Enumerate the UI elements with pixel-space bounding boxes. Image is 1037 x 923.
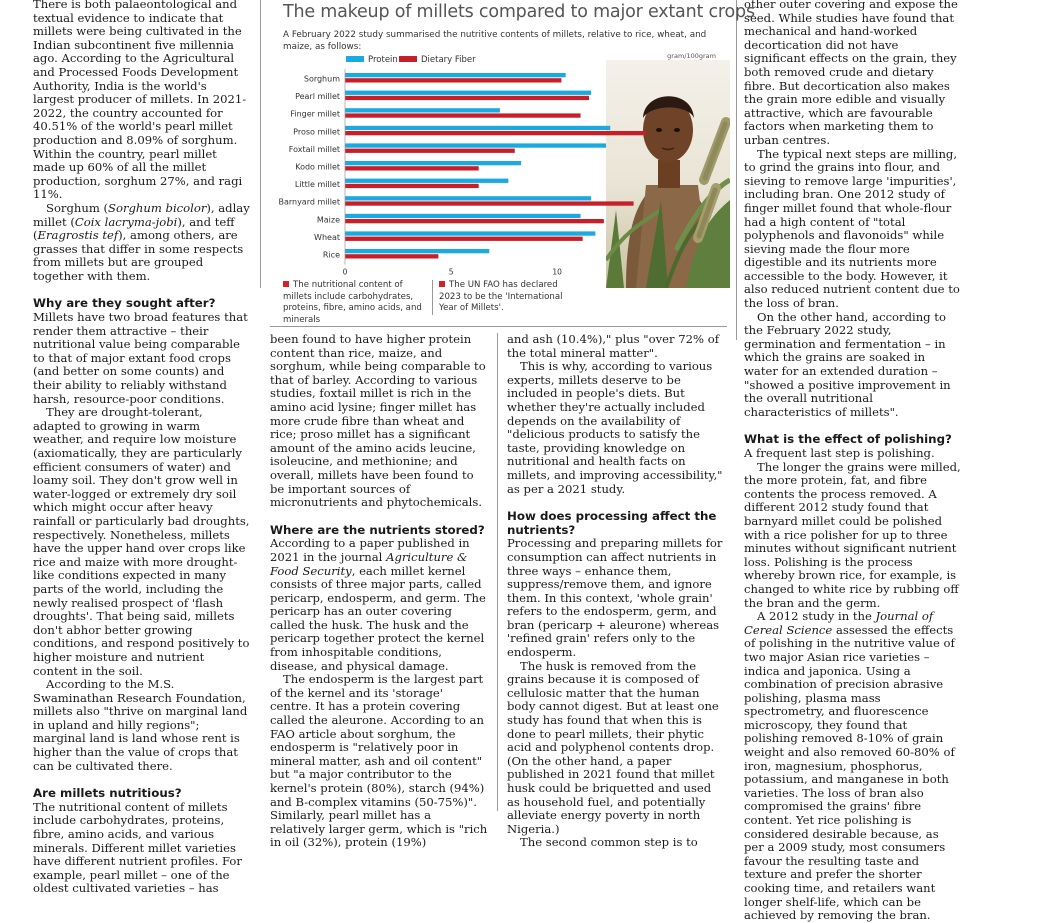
bar-protein bbox=[345, 73, 566, 77]
bar-protein bbox=[345, 91, 591, 95]
column-divider bbox=[260, 0, 261, 288]
bar-fiber bbox=[345, 166, 479, 170]
chart-caption-1 bbox=[283, 280, 433, 326]
paragraph: According to the M.S. Swaminathan Research Foundation, millets also "thrive on marginal land in upland and hilly regions"; marginal land is land whose rent is higher than the value of crops that can be cultivated there. bbox=[33, 677, 248, 773]
article-column-3 bbox=[507, 333, 725, 850]
chart-divider bbox=[270, 326, 727, 327]
category-label: Barnyard millet bbox=[278, 197, 340, 207]
nutrient-bar-chart bbox=[276, 50, 726, 275]
article-column-4 bbox=[744, 0, 962, 923]
section-heading: Why are they sought after? bbox=[33, 296, 216, 311]
bar-fiber bbox=[345, 237, 583, 241]
bar-fiber bbox=[345, 96, 589, 100]
text-run: According to a paper published in 2021 in the journal bbox=[270, 536, 470, 564]
caption-bullet bbox=[283, 281, 289, 287]
text-run: ), and teff ( bbox=[33, 214, 235, 243]
bar-fiber bbox=[345, 219, 604, 223]
paragraph: The husk is removed from the grains because it is composed of cellulosic matter that the human body cannot digest. But at least one study has found that when this is done to pearl millets, their phytic acid and polyphenol contents drop. (On the other hand, a paper published in 2021 found that millet husk could be briquetted and used as household fuel, and potentially alleviate energy poverty in north Nigeria.) bbox=[507, 658, 719, 836]
paragraph bbox=[744, 610, 962, 923]
column-divider bbox=[736, 0, 737, 340]
column-divider bbox=[497, 333, 498, 811]
text-run: assessed the effects of polishing in the nutritive value of two major Asian rice varieties – indica and japonica. Using a combination of precision abrasive polishing, plasma mass spectrometry, and fluorescence microscopy, they found that polishing removed 8-10% of grain weight and also removed 60-80% of iron, magnesium, phosphorus, potassium, and manganese in both varieties. The loss of bran also compromised the grains' fibre content. Yet rice polishing is considered desirable because, as per a 2009 study, most consumers favour the resulting taste and texture and prefer the shorter cooking time, and retailers want longer shelf-life, which can be achieved by removing the bran. bbox=[744, 622, 955, 923]
bar-fiber bbox=[345, 78, 561, 82]
paragraph: and ash (10.4%)," plus "over 72% of the total mineral matter". bbox=[507, 332, 719, 360]
bar-fiber bbox=[345, 149, 515, 153]
bar-protein bbox=[345, 249, 489, 253]
paragraph: other outer covering and expose the seed. While studies have found that mechanical and hand-worked decortication did not have significant effects on the grain, they both removed crude and dietary fibre. But decortication also makes the grain more edible and visually attractive, which are favourable factors when marketing them to urban centres. bbox=[744, 0, 958, 147]
bar-protein bbox=[345, 196, 591, 200]
legend-swatch-protein bbox=[346, 56, 364, 62]
category-label: Finger millet bbox=[290, 109, 340, 119]
bar-protein bbox=[345, 214, 581, 218]
bar-protein bbox=[345, 161, 521, 165]
category-label: Sorghum bbox=[303, 74, 340, 84]
italic-term: Sorghum bicolor bbox=[108, 200, 207, 215]
text-run: ), among others, are grasses that differ in some respects from millets but are grouped together with them. bbox=[33, 228, 244, 283]
paragraph bbox=[270, 537, 488, 673]
italic-term: Agriculture & Food Security bbox=[270, 549, 468, 578]
paragraph: The second common step is to bbox=[520, 835, 698, 850]
paragraph: On the other hand, according to the February 2022 study, germination and fermentation – in which the grains are soaked in water for an extended duration – "showed a positive improvement in the overall nutritional characteristics of millets". bbox=[744, 309, 951, 419]
category-label: Little millet bbox=[294, 180, 340, 190]
chart-caption-2 bbox=[432, 280, 579, 315]
bar-protein bbox=[345, 108, 500, 112]
category-label: Rice bbox=[322, 250, 340, 260]
bar-protein bbox=[345, 231, 595, 235]
bar-fiber bbox=[345, 201, 634, 205]
paragraph: Processing and preparing millets for consumption can affect nutrients in three ways – enhance them, suppress/remove them, and ignore them. In this context, 'whole grain' refers to the endosperm, germ, and bran (pericarp + aleurone) whereas 'refined grain' refers only to the endosperm. bbox=[507, 536, 723, 660]
unit-label: gram/100gram bbox=[667, 52, 716, 60]
bar-fiber bbox=[345, 131, 646, 135]
bar-fiber bbox=[345, 184, 479, 188]
text-run: Sorghum ( bbox=[46, 200, 109, 215]
bar-fiber bbox=[345, 113, 581, 117]
section-heading: What is the effect of polishing? bbox=[744, 432, 952, 447]
caption-bullet bbox=[439, 281, 445, 287]
legend-label-protein: Protein bbox=[368, 55, 398, 65]
category-label: Foxtail millet bbox=[288, 144, 340, 154]
category-label: Proso millet bbox=[293, 127, 340, 137]
paragraph: There is both palaeontological and textual evidence to indicate that millets were being cultivated in the Indian subcontinent five millennia ago. According to the Agricultural and Processed Foods Development Authority, India is the world's largest producer of millets. In 2021-2022, the country accounted for 40.51% of the world's pearl millet production and 8.09% of sorghum. Within the country, pearl millet made up 60% of all the millet production, sorghum 27%, and ragi 11%. bbox=[33, 0, 247, 202]
paragraph bbox=[33, 202, 251, 284]
x-tick-label: 0 bbox=[342, 267, 348, 275]
bar-fiber bbox=[345, 254, 438, 258]
article-column-2 bbox=[270, 333, 488, 850]
article-column-1 bbox=[33, 0, 251, 896]
chart-subtitle: A February 2022 study summarised the nutritive contents of millets, relative to rice, wheat, and maize, as follows: bbox=[283, 30, 707, 52]
italic-term: Coix lacryma-jobi bbox=[74, 214, 178, 229]
category-label: Pearl millet bbox=[295, 92, 340, 102]
category-label: Kodo millet bbox=[295, 162, 340, 172]
bar-protein bbox=[345, 179, 508, 183]
chart-title: The makeup of millets compared to major extant crops bbox=[283, 2, 755, 22]
italic-term: Eragrostis tef bbox=[37, 228, 119, 243]
paragraph: been found to have higher protein content than rice, maize, and sorghum, while being comparable to that of barley. According to various studies, foxtail millet is rich in the amino acid lysine; finger millet has more crude fibre than wheat and rice; proso millet has a significant amount of the amino acids leucine, isoleucine, and methionine; and overall, millets have been found to be important sources of micronutrients and phytochemicals. bbox=[270, 332, 486, 510]
legend-swatch-fiber bbox=[399, 56, 417, 62]
caption-2-text: The UN FAO has declared 2023 to be the 'International Year of Millets'. bbox=[439, 280, 563, 313]
italic-term: Journal of Cereal Science bbox=[744, 609, 934, 637]
category-label: Wheat bbox=[314, 232, 340, 242]
section-heading: Are millets nutritious? bbox=[33, 786, 182, 801]
text-run: A 2012 study in the bbox=[757, 609, 876, 624]
paragraph: This is why, according to various experts, millets deserve to be included in people's diets. But whether they're actually included depends on the availability of "delicious products to satisfy the taste, providing knowledge on nutritional and health facts on millets, and improving accessibility," as per a 2021 study. bbox=[507, 359, 723, 496]
text-run: ), adlay millet ( bbox=[33, 200, 250, 229]
category-label: Maize bbox=[316, 215, 340, 225]
legend-label-fiber: Dietary Fiber bbox=[421, 55, 476, 65]
paragraph: The longer the grains were milled, the more protein, fat, and fibre contents the process removed. A different 2012 study found that barnyard millet could be polished with a rice polisher for up to three minutes without significant nutrient loss. Polishing is the process whereby brown rice, for example, is changed to white rice by rubbing off the bran and the germ. bbox=[744, 459, 961, 610]
paragraph: The typical next steps are milling, to grind the grains into flour, and sieving to remove large 'impurities', including bran. One 2012 study of finger millet found that whole-flour had a high content of "total polyphenols and flavonoids" while sieving made the flour more digestible and its nutrients more accessible to the body. However, it also reduced nutrient content due to the loss of bran. bbox=[744, 146, 960, 311]
bar-protein bbox=[345, 143, 606, 147]
x-tick-label: 5 bbox=[448, 267, 454, 275]
paragraph: The endosperm is the largest part of the kernel and its 'storage' centre. It has a protein covering called the aleurone. According to an FAO article about sorghum, the endosperm is "relatively poor in mineral matter, ash and oil content" but "a major contributor to the kernel's protein (80%), starch (94%) and B-complex vitamins (50-75%)". Similarly, pearl millet has a relatively larger germ, which is "rich in oil (32%), protein (19%) bbox=[270, 672, 488, 850]
text-run: , each millet kernel consists of three major parts, called pericarp, endosperm, and germ. The pericarp has an outer covering called the husk. The husk and the pericarp together protect the kernel from inhospitable conditions, disease, and physical damage. bbox=[270, 563, 486, 673]
section-heading: Where are the nutrients stored? bbox=[270, 522, 485, 537]
paragraph: The nutritional content of millets include carbohydrates, proteins, fibre, amino acids, and various minerals. Different millet varieties have different nutrient profiles. For example, pearl millet – one of the oldest cultivated varieties – has bbox=[33, 799, 242, 896]
paragraph: A frequent last step is polishing. bbox=[744, 446, 935, 460]
caption-1-text: The nutritional content of millets include carbohydrates, proteins, fibre, amino acids, and minerals bbox=[283, 280, 422, 325]
paragraph: Millets have two broad features that render them attractive – their nutritional value being comparable to that of major extant food crops (and better on some counts) and their ability to reliably withstand harsh, resource-poor conditions. bbox=[33, 310, 248, 406]
x-tick-label: 10 bbox=[552, 267, 562, 275]
paragraph: They are drought-tolerant, adapted to growing in warm weather, and require low moisture (axiomatically, they are particularly efficient consumers of water) and loamy soil. They don't grow well in water-logged or extremely dry soil which might occur after heavy rainfall or particularly bad droughts, respectively. Nonetheless, millets have the upper hand over crops like rice and maize with more drought-like conditions expected in many parts of the world, including the newly realised prospect of 'flash droughts'. That being said, millets don't abhor better growing conditions, and respond positively to higher moisture and nutrient content in the soil. bbox=[33, 405, 250, 678]
section-heading: How does processing affect the nutrients? bbox=[507, 509, 717, 537]
bar-protein bbox=[345, 126, 610, 130]
